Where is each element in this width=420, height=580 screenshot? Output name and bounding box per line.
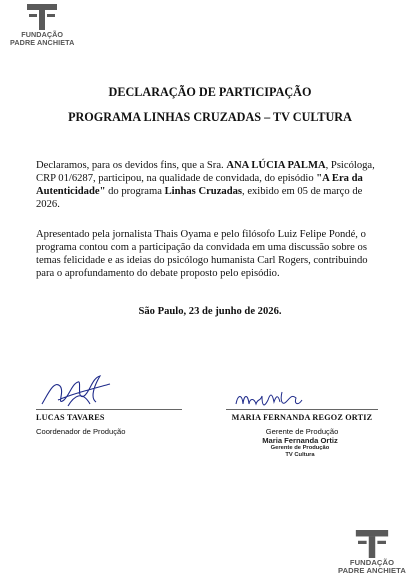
description-paragraph: Apresentado pela jornalista Thais Oyama e pelo filósofo Luiz Felipe Pondé, o programa contou com a participação da convidada em uma discussão sobre os temas felicidade e as ideias do psicólogo humanista Carl Rogers, contribuindo para o aprofundamento do debate proposto pelo episódio. <box>36 229 368 279</box>
stamp-name: Maria Fernanda Ortiz <box>262 436 338 445</box>
declaration-paragraph <box>36 159 388 211</box>
document-date: São Paulo, 23 de junho de 2026. <box>138 306 282 317</box>
fundacao-cross-icon <box>27 4 57 30</box>
signature-line-right <box>226 409 378 410</box>
logo-line2: PADRE ANCHIETA <box>338 565 406 575</box>
program-name: Linhas Cruzadas <box>164 186 243 197</box>
signature-lucas-tavares <box>38 370 118 412</box>
document-title: DECLARAÇÃO DE PARTICIPAÇÃO <box>108 85 312 99</box>
signer-name-right: MARIA FERNANDA REGOZ ORTIZ <box>231 413 373 422</box>
signer-role-left: Coordenador de Produção <box>36 427 126 436</box>
document-subtitle: PROGRAMA LINHAS CRUZADAS – TV CULTURA <box>68 110 352 124</box>
fundacao-cross-icon <box>355 530 389 558</box>
logo-line1: FUNDAÇÃO <box>21 30 64 39</box>
signature-stamp <box>255 436 345 459</box>
signature-maria-fernanda <box>234 388 306 410</box>
p1-text-d: , exibido em 05 de março de 2026. <box>36 186 363 210</box>
logo-line1: FUNDAÇÃO <box>349 558 395 567</box>
stamp-role: Gerente de Produção <box>270 445 330 451</box>
episode-title: "A Era da Autenticidade" <box>36 173 363 197</box>
fundacao-logo-top <box>10 4 74 46</box>
p1-text-a: Declaramos, para os devidos fins, que a Sra. <box>36 160 227 171</box>
p1-text-b: , Psicóloga, CRP 01/6287, participou, na qualidade de convidada, do episódio <box>36 160 375 184</box>
signer-role-right: Gerente de Produção <box>265 427 339 436</box>
signer-name-left: LUCAS TAVARES <box>36 413 105 422</box>
p1-text-c: do programa <box>105 186 165 197</box>
signature-line-left <box>36 409 182 410</box>
stamp-org: TV Cultura <box>285 452 315 458</box>
guest-name: ANA LÚCIA PALMA <box>226 160 326 171</box>
fundacao-logo-bottom <box>338 530 406 574</box>
logo-line2: PADRE ANCHIETA <box>10 37 75 47</box>
